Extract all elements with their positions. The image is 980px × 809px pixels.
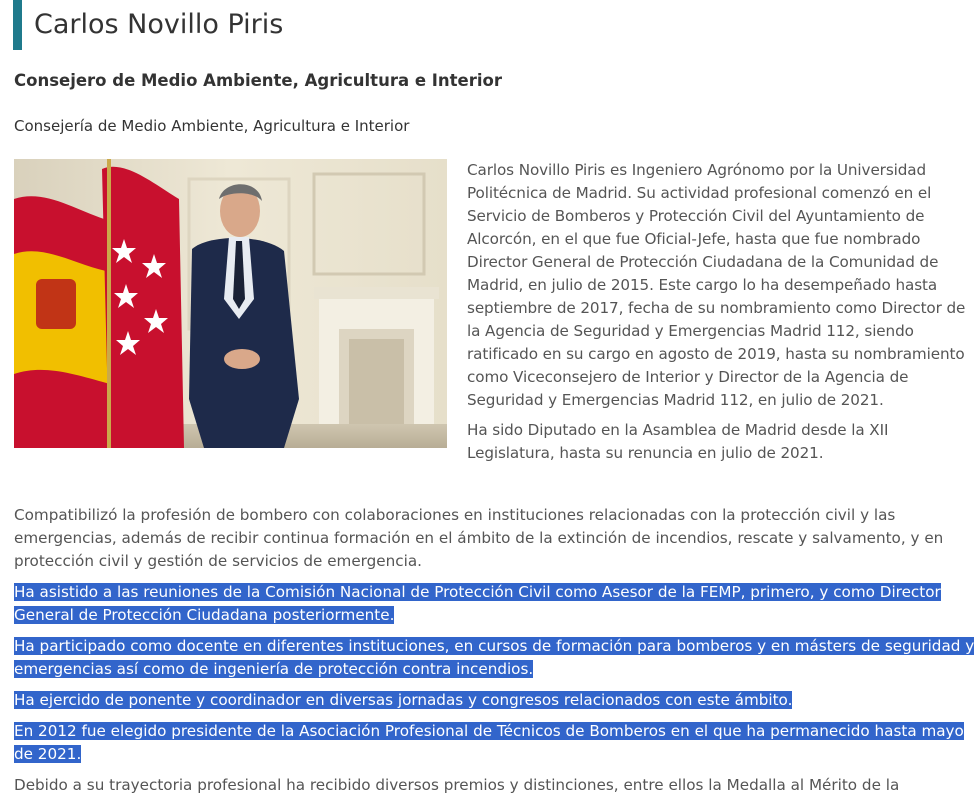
department-link[interactable]: Consejería de Medio Ambiente, Agricultura e Interior xyxy=(14,117,410,135)
bio-full-text xyxy=(14,504,976,805)
bio-paragraph-selected xyxy=(14,635,976,681)
page-title-block xyxy=(13,0,283,50)
selected-text: Ha asistido a las reuniones de la Comisión Nacional de Protección Civil como Asesor de la FEMP, primero, y como Director General de Protección Ciudadana posteriormente. xyxy=(14,583,941,624)
selected-text: Ha ejercido de ponente y coordinador en diversas jornadas y congresos relacionados con este ámbito. xyxy=(14,691,793,709)
title-accent-bar xyxy=(13,0,22,50)
selected-text: Ha participado como docente en diferentes instituciones, en cursos de formación para bomberos y en másters de seguridad y emergencias así como de ingeniería de protección contra incendios. xyxy=(14,637,975,678)
portrait-photo xyxy=(14,159,447,448)
bio-paragraph-selected xyxy=(14,689,976,712)
portrait-photo-icon xyxy=(14,159,447,448)
bio-paragraph-selected xyxy=(14,581,976,627)
bio-paragraph: Ha sido Diputado en la Asamblea de Madrid desde la XII Legislatura, hasta su renuncia en julio de 2021. xyxy=(467,421,889,462)
role-heading: Consejero de Medio Ambiente, Agricultura e Interior xyxy=(14,71,502,90)
bio-side-text xyxy=(467,159,973,472)
bio-paragraph: Compatibilizó la profesión de bombero con colaboraciones en instituciones relacionadas con la protección civil y las emergencias, además de recibir continua formación en el ámbito de la extinción de incendios, rescate y salvamento, y en protección civil y gestión de servicios de emergencia. xyxy=(14,506,944,570)
bio-paragraph: Carlos Novillo Piris es Ingeniero Agrónomo por la Universidad Politécnica de Madrid. Su actividad profesional comenzó en el Servicio de Bomberos y Protección Civil del Ayuntamiento de Alcorcón, en el que fue Oficial-Jefe, hasta que fue nombrado Director General de Protección Ciudadana de la Comunidad de Madrid, en julio de 2015. Este cargo lo ha desempeñado hasta septiembre de 2017, fecha de su nombramiento como Director de la Agencia de Seguridad y Emergencias Madrid 112, siendo ratificado en su cargo en agosto de 2019, hasta su nombramiento como Viceconsejero de Interior y Director de la Agencia de Seguridad y Emergencias Madrid 112, en julio de 2021. xyxy=(467,161,966,409)
selected-text: En 2012 fue elegido presidente de la Asociación Profesional de Técnicos de Bomberos en el que ha permanecido hasta mayo de 2021. xyxy=(14,722,964,763)
page-title: Carlos Novillo Piris xyxy=(34,9,284,40)
bio-paragraph: Debido a su trayectoria profesional ha recibido diversos premios y distinciones, entre ellos la Medalla al Mérito de la xyxy=(14,776,900,794)
bio-paragraph-selected xyxy=(14,720,976,766)
